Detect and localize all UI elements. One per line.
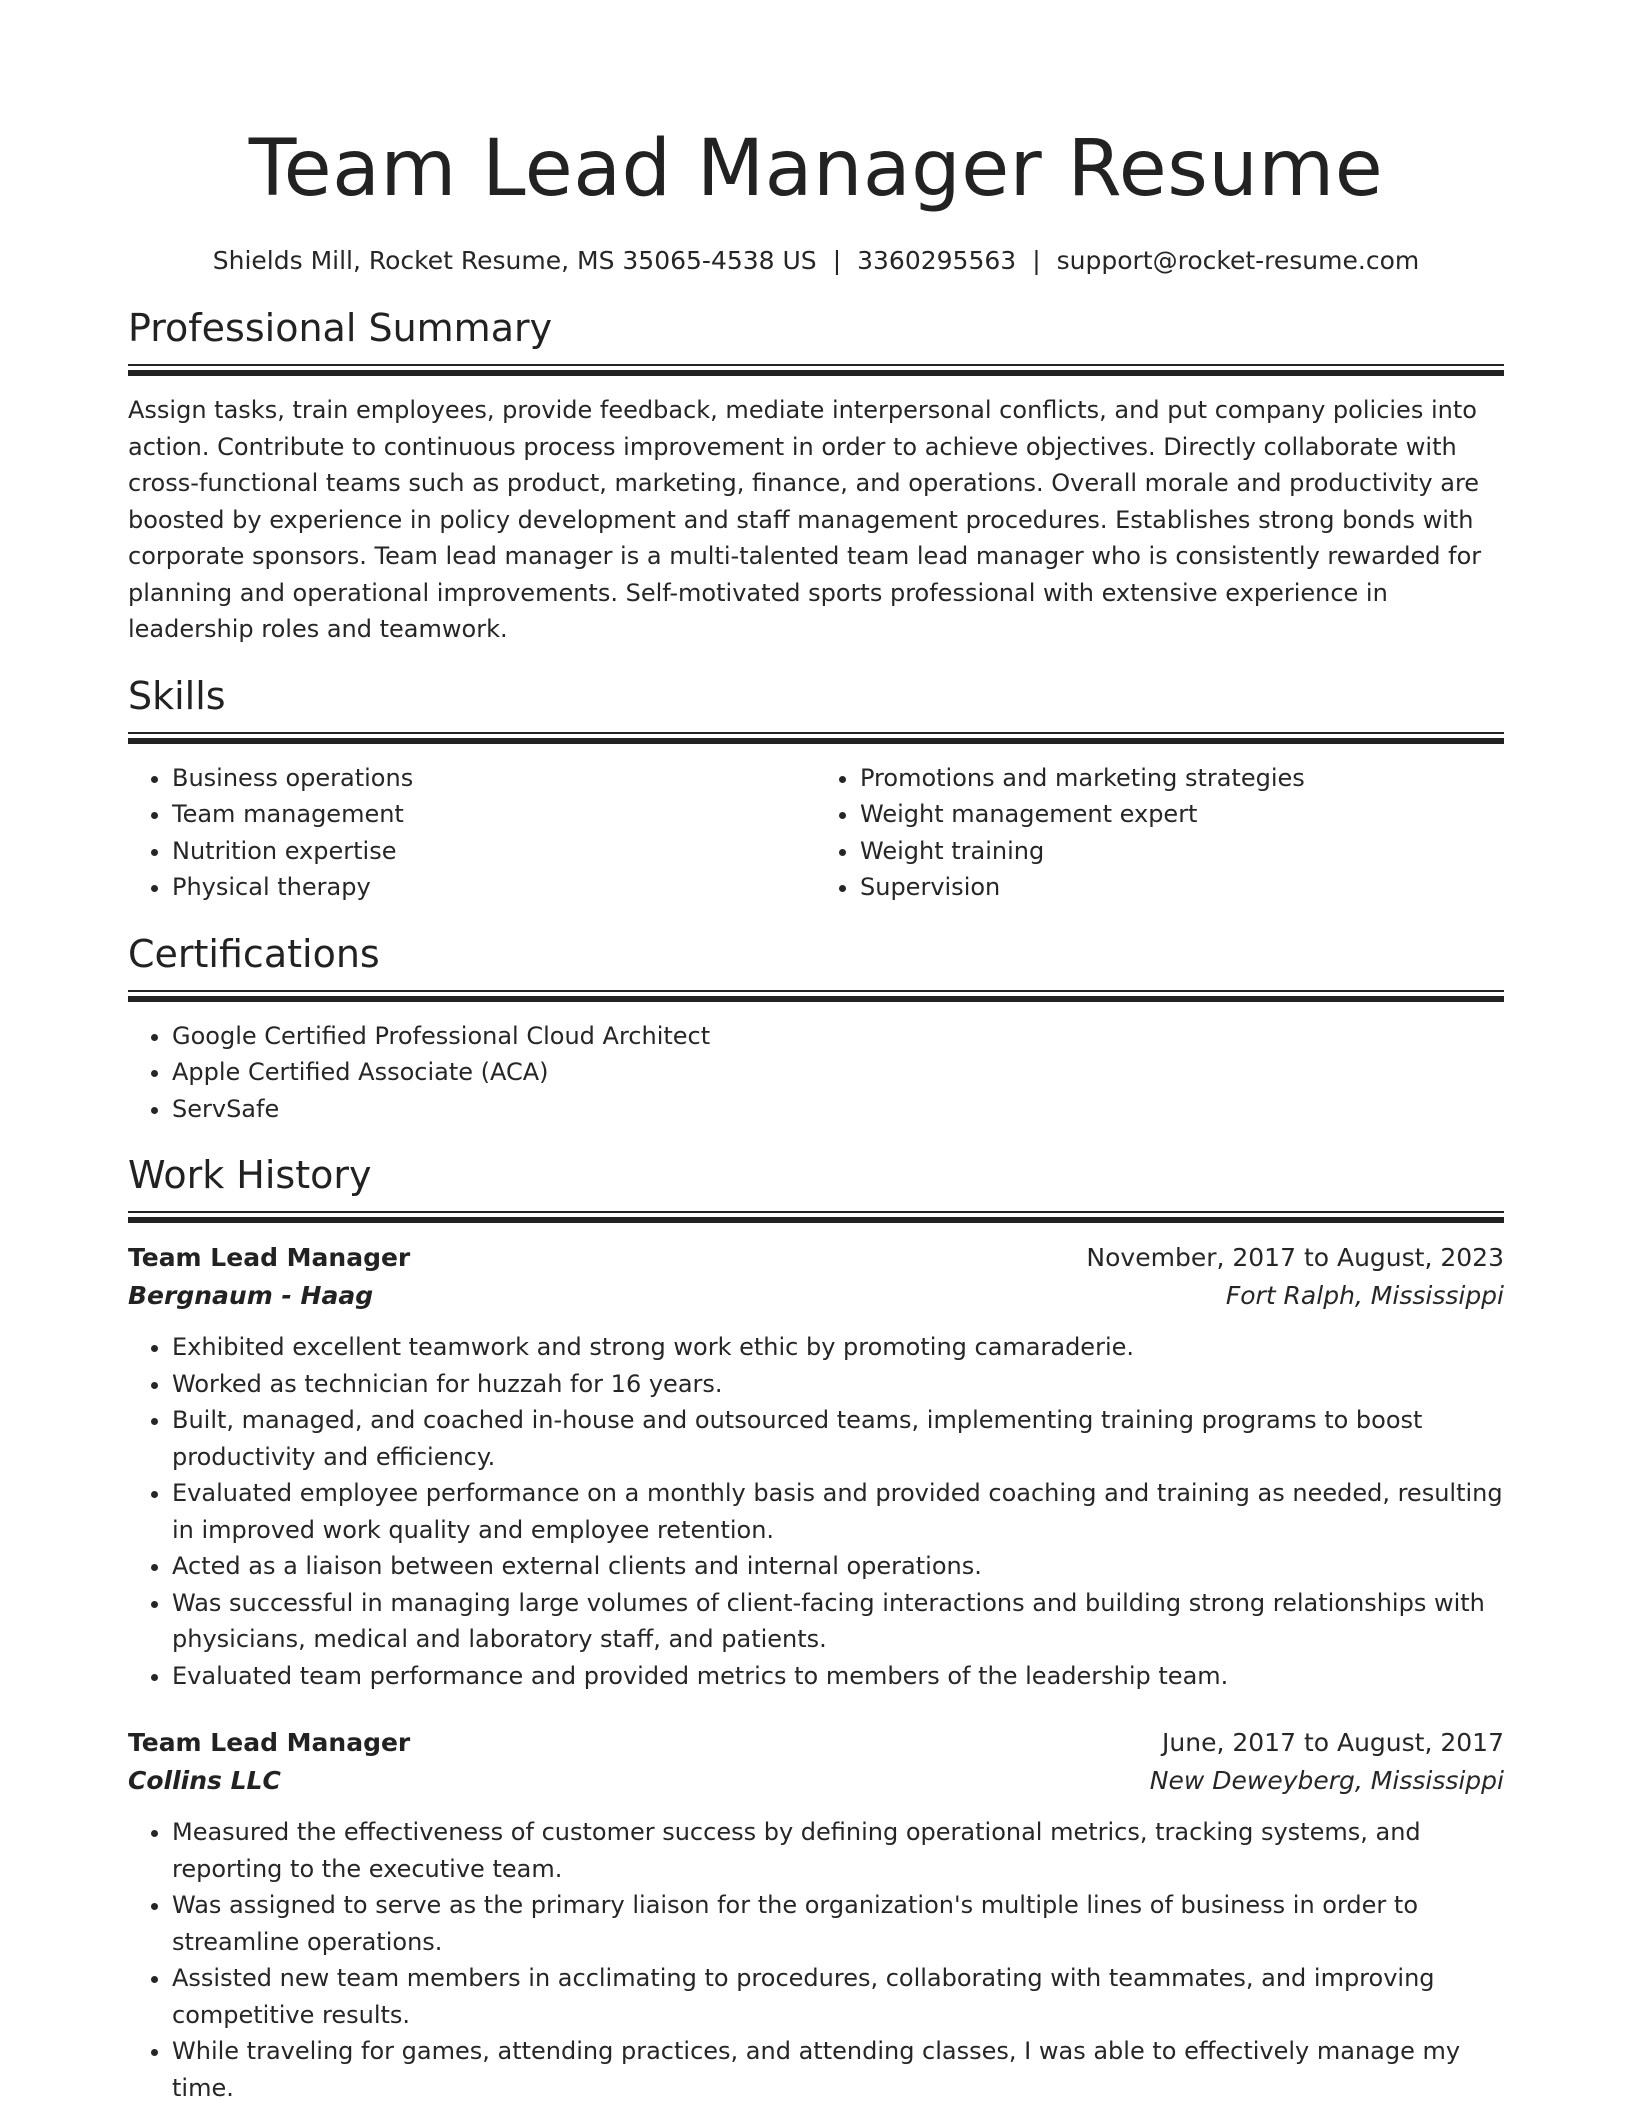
section-title-certifications: Certifications: [128, 931, 380, 976]
job-company: Collins LLC: [128, 1766, 281, 1795]
skill-item: • Nutrition expertise: [172, 833, 816, 870]
skills-list-right: [816, 760, 1504, 906]
summary-text: Assign tasks, train employees, provide feedback, mediate interpersonal conflicts, and put company policies into action. Contribute to continuous process improvement in order to achieve objectives. Directly collaborate with cross-functional teams such as product, marketing, finance, and operations. Overall morale and productivity are boosted by experience in policy development and staff management procedures. Establishes strong bonds with corporate sponsors. Team lead manager is a multi-talented team lead manager who is consistently rewarded for planning and operational improvements. Self-motivated sports professional with extensive experience in leadership roles and teamwork.: [128, 396, 1482, 643]
skill-item: • Business operations: [172, 760, 816, 797]
contact-address: Shields Mill, Rocket Resume, MS 35065-4538 US: [212, 246, 817, 275]
section-divider: [128, 364, 1504, 376]
section-title-summary: Professional Summary: [128, 306, 553, 350]
job-subheader-row: [128, 1277, 1504, 1315]
job-bullet: • Assisted new team members in acclimating to procedures, collaborating with teammates, and improving competitive results.: [172, 1960, 1504, 2033]
certification-item: • Apple Certified Associate (ACA): [172, 1054, 1504, 1091]
section-title-work-history: Work History: [128, 1153, 372, 1197]
job-header-row: [128, 1239, 1504, 1277]
work-history-section: [128, 1151, 1504, 2106]
job-entry: [128, 1724, 1504, 2106]
skill-item: • Physical therapy: [172, 869, 816, 906]
certifications-list: [128, 1018, 1504, 1128]
certification-item: • ServSafe: [172, 1091, 1504, 1128]
contact-line: [128, 244, 1504, 278]
job-bullet: • Was assigned to serve as the primary liaison for the organization's multiple lines of business in order to streamline operations.: [172, 1887, 1504, 1960]
skill-item: • Weight training: [860, 833, 1504, 870]
skills-section: [128, 672, 1504, 906]
section-divider: [128, 732, 1504, 744]
job-location: New Deweyberg, Mississippi: [1149, 1766, 1504, 1795]
job-location: Fort Ralph, Mississippi: [1225, 1281, 1504, 1310]
job-bullet: • Was successful in managing large volumes of client-facing interactions and building strong relationships with physicians, medical and laboratory staff, and patients.: [172, 1585, 1504, 1658]
skill-item: • Team management: [172, 796, 816, 833]
job-subheader-row: [128, 1762, 1504, 1800]
skill-item: • Promotions and marketing strategies: [860, 760, 1504, 797]
job-dates: November, 2017 to August, 2023: [1086, 1243, 1504, 1272]
contact-email: support@rocket-resume.com: [1056, 246, 1420, 275]
section-title-skills: Skills: [128, 673, 226, 718]
job-dates: June, 2017 to August, 2017: [1162, 1728, 1504, 1757]
contact-separator: |: [1032, 246, 1041, 275]
section-divider: [128, 1211, 1504, 1223]
contact-separator: |: [832, 246, 842, 275]
job-bullets: [128, 1329, 1504, 1694]
job-bullets: [128, 1814, 1504, 2106]
summary-section: [128, 304, 1504, 648]
job-bullet: • Built, managed, and coached in-house and outsourced teams, implementing training programs to boost productivity and efficiency.: [172, 1402, 1504, 1475]
section-divider: [128, 990, 1504, 1002]
contact-phone: 3360295563: [857, 246, 1017, 275]
job-title: Team Lead Manager: [128, 1243, 411, 1272]
job-bullet: • Worked as technician for huzzah for 16 years.: [172, 1366, 1504, 1403]
skills-grid: [128, 744, 1504, 906]
job-bullet: • Evaluated team performance and provided metrics to members of the leadership team.: [172, 1658, 1504, 1695]
job-header-row: [128, 1724, 1504, 1762]
job-bullet: • Evaluated employee performance on a monthly basis and provided coaching and training as needed, resulting in improved work quality and employee retention.: [172, 1475, 1504, 1548]
job-bullet: • While traveling for games, attending practices, and attending classes, I was able to effectively manage my time.: [172, 2033, 1504, 2106]
certifications-section: [128, 930, 1504, 1128]
certification-item: • Google Certified Professional Cloud Architect: [172, 1018, 1504, 1055]
job-entry: [128, 1239, 1504, 1694]
skill-item: • Supervision: [860, 869, 1504, 906]
job-bullet: • Acted as a liaison between external clients and internal operations.: [172, 1548, 1504, 1585]
skill-item: • Weight management expert: [860, 796, 1504, 833]
resume-name: Team Lead Manager Resume: [248, 124, 1384, 214]
job-company: Bergnaum - Haag: [128, 1281, 374, 1310]
job-bullet: • Exhibited excellent teamwork and strong work ethic by promoting camaraderie.: [172, 1329, 1504, 1366]
skills-list-left: [128, 760, 816, 906]
job-bullet: • Measured the effectiveness of customer success by defining operational metrics, tracking systems, and reporting to the executive team.: [172, 1814, 1504, 1887]
job-title: Team Lead Manager: [128, 1728, 411, 1757]
